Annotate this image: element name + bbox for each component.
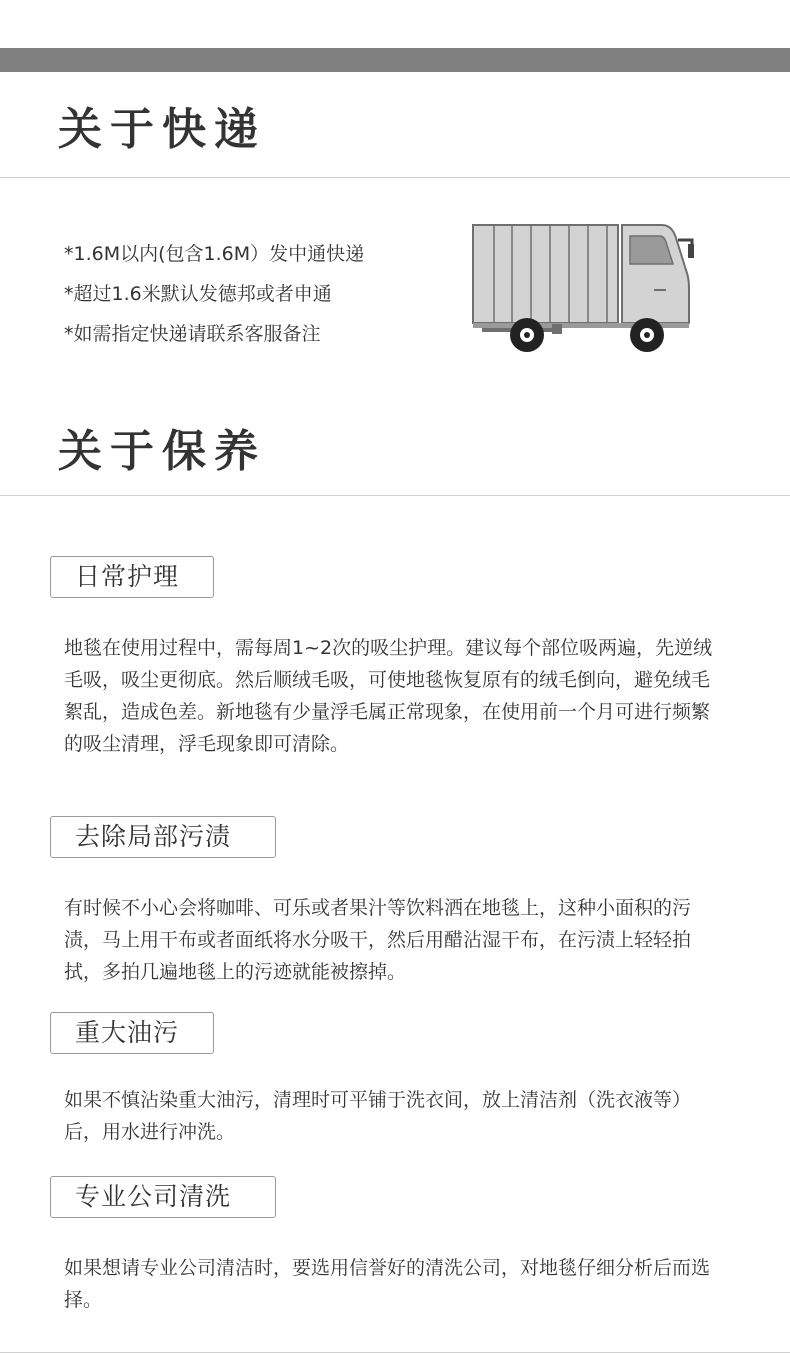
care-section-title: 关于保养: [58, 426, 266, 477]
shipping-line: *1.6M以内(包含1.6M）发中通快递: [64, 243, 365, 265]
shipping-line: *超过1.6米默认发德邦或者申通: [64, 283, 332, 305]
care-text-stain: 有时候不小心会将咖啡、可乐或者果汁等饮料洒在地毯上，这种小面积的污渍，马上用干布或者面纸将水分吸干，然后用醋沾湿干布，在污渍上轻轻拍拭，多拍几遍地毯上的污迹就能被擦掉。: [64, 897, 692, 983]
bottom-divider: [0, 1352, 790, 1353]
care-label-stain: 去除局部污渍: [50, 816, 276, 858]
care-text-professional: 如果想请专业公司清洁时，要选用信誉好的清洗公司，对地毯仔细分析后而选择。: [64, 1257, 711, 1311]
care-text-daily: 地毯在使用过程中，需每周1~2次的吸尘护理。建议每个部位吸两遍，先逆绒毛吸，吸尘更彻底。然后顺绒毛吸，可使地毯恢复原有的绒毛倒向，避免绒毛絮乱，造成色差。新地毯有少量浮毛属正常现象，在使用前一个月可进行频繁的吸尘清理，浮毛现象即可清除。: [64, 637, 713, 755]
shipping-divider: [0, 177, 790, 178]
care-label-daily: 日常护理: [50, 556, 214, 598]
top-banner-bar: [0, 48, 790, 72]
care-label-professional: 专业公司清洗: [50, 1176, 276, 1218]
care-label-oil: 重大油污: [50, 1012, 214, 1054]
shipping-line: *如需指定快递请联系客服备注: [64, 323, 321, 345]
shipping-info-list: [64, 234, 364, 354]
care-text-oil: 如果不慎沾染重大油污，清理时可平铺于洗衣间，放上清洁剂（洗衣液等）后，用水进行冲洗。: [64, 1089, 692, 1143]
truck-icon: [470, 220, 700, 360]
care-divider: [0, 495, 790, 496]
shipping-section-title: 关于快递: [58, 104, 266, 155]
